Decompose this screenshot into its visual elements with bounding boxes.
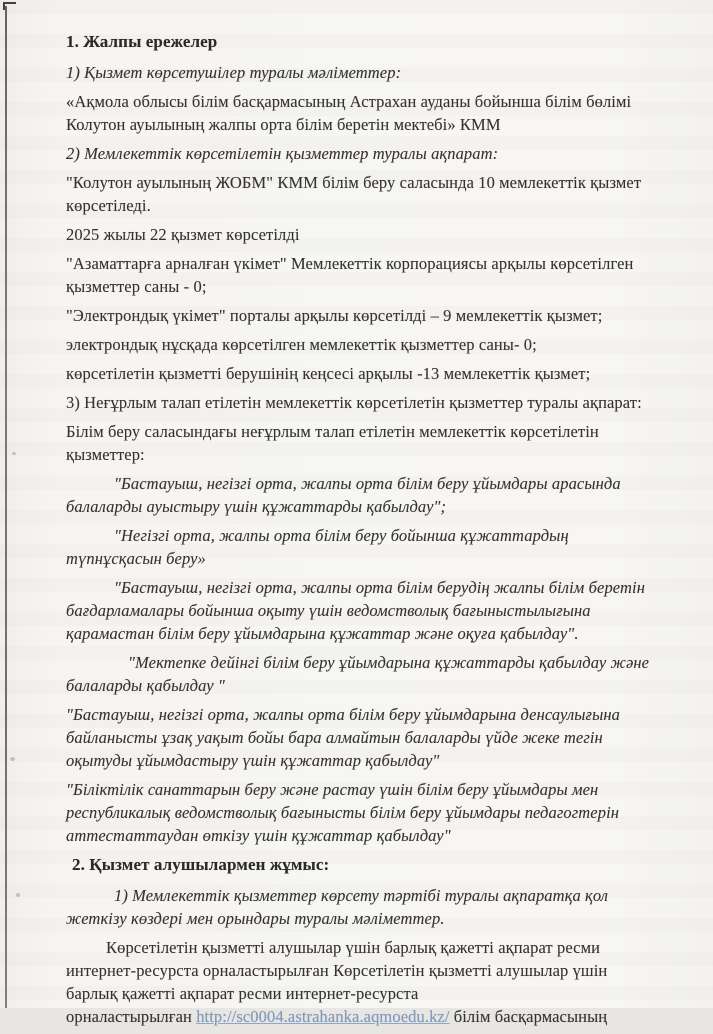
scan-noise-speck <box>16 893 20 897</box>
internet-resource-line-1: Көрсетілетін қызметті алушылар үшін барлық қажетті ақпарат ресми <box>106 938 601 957</box>
subheading-most-demanded-services: 3) Неғұрлым талап етілетін мемлекеттік көрсетілетін қызметтер туралы ақпарат: <box>66 393 642 412</box>
school-website-link[interactable]: http://sc0004.astrahanka.aqmoedu.kz/ <box>196 1007 450 1026</box>
paragraph-service-quote-admission: "Бастауыш, негізгі орта, жалпы орта білім берудің жалпы білім беретін бағдарламалары бойынша оқыту үшін ведомстволық бағыныстылығына қарамастан білім беру ұйымдарына құжаттар және оқуға қабылдау". <box>66 578 645 643</box>
paragraph-provider-office-count: көрсетілетін қызметті берушінің кеңсесі арқылы -13 мемлекеттік қызмет; <box>66 364 591 383</box>
paragraph-services-2025: 2025 жылы 22 қызмет көрсетілді <box>66 225 300 244</box>
section-heading-general-rules: 1. Жалпы ережелер <box>66 32 218 51</box>
paragraph-school-name: «Ақмола облысы білім басқармасының Астрахан ауданы бойынша білім бөлімі Колутон ауылының жалпы орта білім беретін мектебі» КММ <box>66 92 632 134</box>
paragraph-services-count: "Колутон ауылының ЖОБМ" КММ білім беру саласында 10 мемлекеттік қызмет көрсетіледі. <box>66 173 642 215</box>
link-prefix-text: орналастырылған <box>66 1007 197 1026</box>
paragraph-access-info-sources: 1) Мемлекеттік қызметтер көрсету тәртібі туралы ақпаратқа қол жеткізу көздері мен орындары туралы мәліметтер. <box>66 886 609 928</box>
internet-resource-line-3: барлық қажетті ақпарат ресми интернет-ресурста <box>66 984 419 1003</box>
paragraph-service-quote-preschool: "Мектепке дейінгі білім беру ұйымдарына құжаттарды қабылдау және балаларды қабылдау " <box>66 653 650 695</box>
subheading-service-providers: 1) Қызмет көрсетушілер туралы мәліметтер: <box>66 63 402 82</box>
scan-edge-line <box>5 6 7 1008</box>
link-suffix-text: білім басқармасының <box>449 1007 608 1026</box>
internet-resource-line-2: интернет-ресурста орналастырылған Көрсетілетін қызметті алушылар үшін <box>66 961 608 980</box>
paragraph-service-quote-transfer: "Бастауыш, негізгі орта, жалпы орта білім беру ұйымдары арасында балаларды ауыстыру үшін құжаттарды қабылдау"; <box>66 474 621 516</box>
internet-resource-line-4 <box>66 1005 654 1028</box>
scan-noise-speck <box>12 452 16 455</box>
paragraph-egov-portal-count: "Электрондық үкімет" порталы арқылы көрсетілді – 9 мемлекеттік қызмет; <box>66 306 603 325</box>
paragraph-service-quote-attestation: "Біліктілік санаттарын беру және растау үшін білім беру ұйымдары мен республикалық ведомстволық бағынысты білім беру ұйымдары педагогтерін аттестаттаудан өткізу үшін құжаттар қабылдау" <box>66 780 620 845</box>
scan-noise-speck <box>10 757 15 761</box>
section-heading-work-with-recipients: 2. Қызмет алушылармен жұмыс: <box>72 855 330 874</box>
paragraph-electronic-version-count: электрондық нұсқада көрсетілген мемлекеттік қызметтер саны- 0; <box>66 335 537 354</box>
paragraph-service-quote-home-education: "Бастауыш, негізгі орта, жалпы орта білім беру ұйымдарына денсаулығына байланысты ұзақ уақыт бойы бара алмайтын балаларды үйде жеке тегін оқытуды ұйымдастыру үшін құжаттар қабылдау" <box>66 705 620 770</box>
paragraph-gov-corporation-count: "Азаматтарға арналған үкімет" Мемлекеттік корпорациясы арқылы көрсетілген қызметтер саны - 0; <box>66 254 634 296</box>
paragraph-education-services-intro: Білім беру саласындағы неғұрлым талап етілетін мемлекеттік көрсетілетін қызметтер: <box>66 422 599 464</box>
paragraph-internet-resource <box>66 936 654 1028</box>
document-content <box>66 26 654 1034</box>
subheading-state-services-info: 2) Мемлекеттік көрсетілетін қызметтер туралы ақпарат: <box>66 144 499 163</box>
paragraph-service-quote-originals: "Негізгі орта, жалпы орта білім беру бойынша құжаттардың түпнұсқасын беру» <box>66 526 569 568</box>
